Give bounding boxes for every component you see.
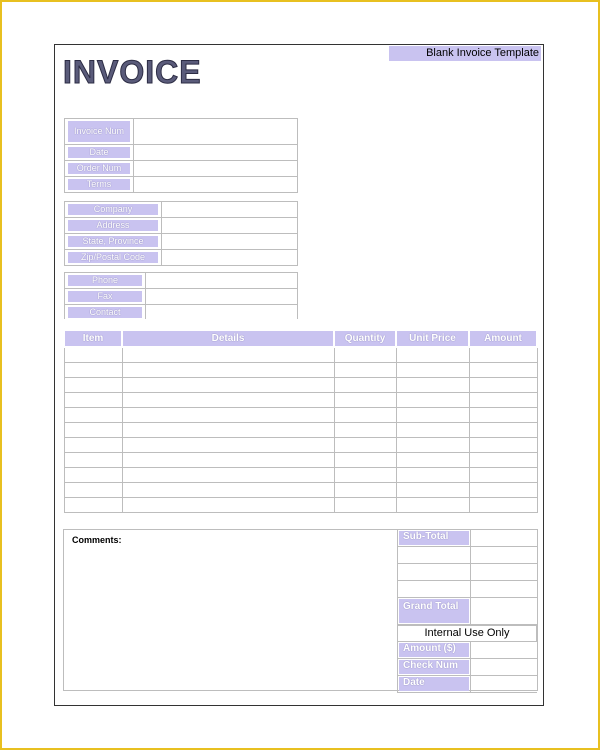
payment-date-row — [397, 676, 537, 693]
state-province-label: State, Province — [68, 236, 158, 247]
amount-field[interactable] — [470, 642, 537, 658]
cell-quantity[interactable] — [334, 378, 396, 393]
cell-amount[interactable] — [469, 347, 537, 363]
cell-item[interactable] — [64, 378, 122, 393]
cell-amount[interactable] — [469, 378, 537, 393]
cell-item[interactable] — [64, 393, 122, 408]
cell-item[interactable] — [64, 408, 122, 423]
cell-details[interactable] — [122, 483, 334, 498]
table-row — [64, 483, 537, 498]
cell-quantity[interactable] — [334, 393, 396, 408]
cell-unit-price[interactable] — [396, 363, 469, 378]
cell-unit-price[interactable] — [396, 453, 469, 468]
table-row — [64, 453, 537, 468]
line-items-header — [64, 330, 537, 347]
address-label: Address — [68, 220, 158, 231]
cell-details[interactable] — [122, 498, 334, 513]
date-row — [65, 145, 297, 161]
cell-details[interactable] — [122, 393, 334, 408]
check-num-field[interactable] — [470, 659, 537, 675]
cell-details[interactable] — [122, 408, 334, 423]
zip-label: Zip/Postal Code — [68, 252, 158, 263]
table-row — [64, 347, 537, 363]
state-province-field[interactable] — [161, 234, 297, 249]
fax-field[interactable] — [145, 289, 297, 304]
table-row — [64, 468, 537, 483]
contact-field[interactable] — [145, 305, 297, 319]
payment-date-field[interactable] — [470, 676, 537, 692]
table-row — [64, 393, 537, 408]
invoice-num-label: Invoice Num — [68, 121, 130, 142]
cell-quantity[interactable] — [334, 347, 396, 363]
date-label: Date — [68, 147, 130, 158]
contact-info-block — [64, 272, 298, 319]
company-row — [65, 202, 297, 218]
line-items-table — [63, 329, 538, 513]
cell-item[interactable] — [64, 453, 122, 468]
cell-amount[interactable] — [469, 453, 537, 468]
cell-amount[interactable] — [469, 423, 537, 438]
phone-label: Phone — [68, 275, 142, 286]
terms-row — [65, 177, 297, 193]
order-num-row — [65, 161, 297, 177]
cell-amount[interactable] — [469, 483, 537, 498]
phone-row — [65, 273, 297, 289]
address-field[interactable] — [161, 218, 297, 233]
amount-label: Amount ($) — [399, 643, 469, 657]
cell-item[interactable] — [64, 423, 122, 438]
date-field[interactable] — [133, 145, 297, 160]
cell-details[interactable] — [122, 453, 334, 468]
invoice-sheet — [54, 44, 544, 706]
comments-totals-area — [63, 529, 538, 691]
cell-unit-price[interactable] — [396, 378, 469, 393]
internal-use-label: Internal Use Only — [397, 625, 537, 642]
col-amount: Amount — [469, 330, 537, 347]
line-items-body — [64, 347, 537, 513]
cell-item[interactable] — [64, 498, 122, 513]
amount-row — [397, 642, 537, 659]
col-item: Item — [64, 330, 122, 347]
cell-details[interactable] — [122, 423, 334, 438]
cell-item[interactable] — [64, 363, 122, 378]
invoice-info-block — [64, 118, 298, 193]
invoice-title: INVOICE — [63, 54, 202, 90]
fax-label: Fax — [68, 291, 142, 302]
total-line-row-1 — [397, 547, 537, 564]
cell-details[interactable] — [122, 468, 334, 483]
cell-unit-price[interactable] — [396, 498, 469, 513]
company-field[interactable] — [161, 202, 297, 217]
cell-details[interactable] — [122, 378, 334, 393]
cell-unit-price[interactable] — [396, 483, 469, 498]
cell-details[interactable] — [122, 363, 334, 378]
cell-unit-price[interactable] — [396, 423, 469, 438]
cell-item[interactable] — [64, 438, 122, 453]
table-row — [64, 498, 537, 513]
cell-quantity[interactable] — [334, 408, 396, 423]
cell-unit-price[interactable] — [396, 393, 469, 408]
subtotal-label: Sub-Total — [399, 531, 469, 545]
cell-amount[interactable] — [469, 438, 537, 453]
cell-unit-price[interactable] — [396, 438, 469, 453]
total-line-row-3 — [397, 581, 537, 598]
template-title: Blank Invoice Template — [389, 46, 541, 61]
grand-total-label: Grand Total — [399, 599, 469, 623]
zip-row — [65, 250, 297, 266]
col-details: Details — [122, 330, 334, 347]
table-row — [64, 438, 537, 453]
col-unit-price: Unit Price — [396, 330, 469, 347]
order-num-field[interactable] — [133, 161, 297, 176]
cell-unit-price[interactable] — [396, 347, 469, 363]
cell-item[interactable] — [64, 483, 122, 498]
grand-total-row — [397, 598, 537, 625]
cell-amount[interactable] — [469, 363, 537, 378]
invoice-num-row — [65, 119, 297, 145]
cell-amount[interactable] — [469, 498, 537, 513]
total-line-row-2 — [397, 564, 537, 581]
check-num-label: Check Num — [399, 660, 469, 674]
table-row — [64, 423, 537, 438]
company-info-block — [64, 201, 298, 266]
cell-quantity[interactable] — [334, 363, 396, 378]
table-row — [64, 363, 537, 378]
phone-field[interactable] — [145, 273, 297, 288]
cell-item[interactable] — [64, 347, 122, 363]
totals-block — [397, 530, 537, 693]
company-label: Company — [68, 204, 158, 215]
contact-row — [65, 305, 297, 319]
subtotal-row — [397, 530, 537, 547]
cell-quantity[interactable] — [334, 483, 396, 498]
total-line-field-1[interactable] — [470, 547, 537, 563]
col-quantity: Quantity — [334, 330, 396, 347]
cell-quantity[interactable] — [334, 453, 396, 468]
total-line-field-2[interactable] — [470, 564, 537, 580]
state-province-row — [65, 234, 297, 250]
cell-details[interactable] — [122, 438, 334, 453]
comments-label: Comments: — [72, 535, 122, 545]
cell-quantity[interactable] — [334, 438, 396, 453]
grand-total-field[interactable] — [470, 598, 537, 624]
fax-row — [65, 289, 297, 305]
cell-quantity[interactable] — [334, 498, 396, 513]
cell-unit-price[interactable] — [396, 468, 469, 483]
terms-field[interactable] — [133, 177, 297, 192]
order-num-label: Order Num — [68, 163, 130, 174]
table-row — [64, 378, 537, 393]
invoice-num-field[interactable] — [133, 119, 297, 144]
address-row — [65, 218, 297, 234]
payment-date-label: Date — [399, 677, 469, 691]
cell-amount[interactable] — [469, 393, 537, 408]
table-row — [64, 408, 537, 423]
total-line-field-3[interactable] — [470, 581, 537, 597]
cell-quantity[interactable] — [334, 468, 396, 483]
check-num-row — [397, 659, 537, 676]
cell-unit-price[interactable] — [396, 408, 469, 423]
terms-label: Terms — [68, 179, 130, 190]
cell-item[interactable] — [64, 468, 122, 483]
subtotal-field[interactable] — [470, 530, 537, 546]
cell-quantity[interactable] — [334, 423, 396, 438]
cell-details[interactable] — [122, 347, 334, 363]
zip-field[interactable] — [161, 250, 297, 265]
contact-label: Contact — [68, 307, 142, 318]
cell-amount[interactable] — [469, 468, 537, 483]
cell-amount[interactable] — [469, 408, 537, 423]
